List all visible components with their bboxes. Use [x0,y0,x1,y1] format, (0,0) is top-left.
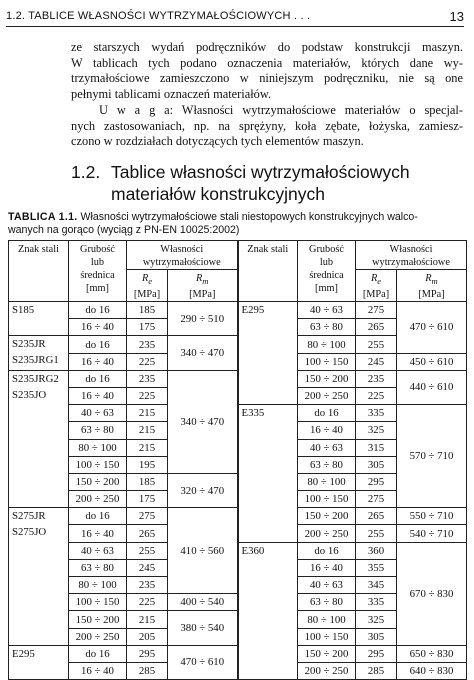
header-znak: Znak stali [9,241,69,302]
cell-rm: 470 ÷ 610 [168,645,238,679]
header-grubosc-line: [mm] [86,283,109,294]
cell-re: 285 [127,662,168,679]
cell-re: 225 [127,387,168,404]
cell-grubosc: do 16 [69,370,127,387]
header-wlasnosci-right [356,241,467,270]
running-header [6,8,464,27]
cell-re: 185 [127,473,168,490]
cell-re-right: 305 [356,628,397,645]
text-line: ze starszych wydań podręczników do podstaw konstrukcji maszyn. [71,40,463,54]
cell-re-right: 325 [356,422,397,439]
cell-re-right: 360 [356,542,397,559]
table-row [9,405,467,422]
cell-re-right: 335 [356,405,397,422]
cell-re: 225 [127,353,168,370]
table-label: TABLICA 1.1. [8,211,78,223]
cell-re: 245 [127,559,168,576]
header-unit: [MPa] [189,289,216,301]
cell-grubosc: 80 ÷ 100 [69,577,127,594]
cell-re: 195 [127,456,168,473]
text-line: trzymałościowe zamieszczono w niniejszym podręczniku, nie są one [71,71,463,86]
cell-grubosc: 200 ÷ 250 [69,628,127,645]
cell-grubosc: do 16 [69,336,127,353]
paragraph-intro [71,40,463,103]
cell-re: 235 [127,336,168,353]
steel-grade: S235JO [12,388,47,401]
cell-znak-right [238,405,298,543]
cell-grubosc-right: 40 ÷ 63 [298,302,356,319]
cell-rm-right: 670 ÷ 830 [397,542,467,645]
text-line: czono w rozdziałach dotyczących tych elementów maszyn. [71,134,364,149]
header-wlasnosci-line: wytrzymałościowe [372,257,450,268]
cell-grubosc: 63 ÷ 80 [69,422,127,439]
cell-re: 175 [127,491,168,508]
cell-rm: 290 ÷ 510 [168,302,238,336]
paragraph-note [71,103,463,150]
cell-rm: 400 ÷ 540 [168,594,238,611]
cell-grubosc-right: 63 ÷ 80 [298,594,356,611]
cell-grubosc: 150 ÷ 200 [69,473,127,490]
cell-grubosc-right: 200 ÷ 250 [298,525,356,542]
cell-grubosc-right: 100 ÷ 150 [298,491,356,508]
cell-re-right: 255 [356,336,397,353]
header-wlasnosci-line: wytrzymałościowe [142,257,221,268]
cell-grubosc-right: 150 ÷ 200 [298,645,356,662]
cell-grubosc-right: 16 ÷ 40 [298,422,356,439]
cell-rm-right: 640 ÷ 830 [397,662,467,679]
header-re [127,270,168,302]
section-title-line-1: Tablice własności wytrzymałościowych [111,162,410,182]
cell-grubosc-right: 200 ÷ 250 [298,662,356,679]
header-rm-symbol: R [196,273,203,284]
cell-re: 235 [127,577,168,594]
cell-re: 215 [127,422,168,439]
cell-rm-right: 550 ÷ 710 [397,508,467,525]
cell-grubosc: do 16 [69,508,127,525]
steel-grade: S275JO [12,526,47,539]
cell-rm-right: 450 ÷ 610 [397,353,467,370]
cell-grubosc-right: 80 ÷ 100 [298,611,356,628]
steel-grade: E360 [241,544,265,557]
table-caption-line-1: Własności wytrzymałościowe stali niestopowych konstrukcyjnych walco- [77,211,418,223]
cell-re-right: 275 [356,491,397,508]
header-znak-right: Znak stali [238,241,298,302]
steel-grade: S185 [12,304,35,317]
cell-rm-right: 540 ÷ 710 [397,525,467,542]
cell-grubosc: 16 ÷ 40 [69,525,127,542]
cell-grubosc-right: 100 ÷ 150 [298,628,356,645]
cell-grubosc: 16 ÷ 40 [69,387,127,404]
steel-grade: S275JR [12,510,46,523]
header-rm-subscript: m [202,276,209,287]
cell-grubosc-right: 40 ÷ 63 [298,577,356,594]
cell-grubosc-right: 100 ÷ 150 [298,353,356,370]
cell-rm: 340 ÷ 470 [168,336,238,370]
cell-re-right: 245 [356,353,397,370]
steel-grade: E335 [241,407,265,420]
cell-re-right: 355 [356,559,397,576]
header-grubosc-line: [mm] [315,283,338,294]
section-number: 1.2. [71,162,101,182]
cell-rm-right: 470 ÷ 610 [397,302,467,354]
cell-grubosc-right: 150 ÷ 200 [298,508,356,525]
header-wlasnosci-line: Własności [389,244,433,255]
cell-grubosc: 40 ÷ 63 [69,542,127,559]
table-row [9,542,467,559]
cell-rm-right: 440 ÷ 610 [397,370,467,404]
cell-znak [9,645,69,679]
cell-grubosc: 100 ÷ 150 [69,594,127,611]
cell-re: 235 [127,370,168,387]
cell-re-right: 265 [356,508,397,525]
cell-re-right: 275 [356,302,397,319]
cell-re: 205 [127,628,168,645]
cell-grubosc-right: 63 ÷ 80 [298,456,356,473]
cell-grubosc: 80 ÷ 100 [69,439,127,456]
table-caption [8,211,468,237]
text-line: U w a g a: Własności wytrzymałościowe materiałów o specjal- [99,103,463,117]
header-re-subscript: e [148,276,153,287]
cell-re: 215 [127,611,168,628]
cell-rm: 320 ÷ 470 [168,473,238,507]
header-grubosc [69,241,127,302]
header-re-subscript: e [377,276,382,287]
header-unit: [MPa] [362,289,390,301]
steel-grade: S235JRG2 [12,372,59,385]
cell-grubosc: 150 ÷ 200 [69,611,127,628]
cell-re: 295 [127,645,168,662]
header-wlasnosci [127,241,238,270]
cell-re: 215 [127,405,168,422]
cell-grubosc-right: 200 ÷ 250 [298,387,356,404]
header-rm-subscript: m [431,276,438,287]
cell-re-right: 265 [356,319,397,336]
cell-rm: 340 ÷ 470 [168,370,238,473]
text-line: nych zastosowaniach, np. na sprężyny, koła zębate, łożyska, zamiesz- [71,118,463,133]
cell-grubosc: 63 ÷ 80 [69,559,127,576]
cell-grubosc: do 16 [69,645,127,662]
header-grubosc-line: średnica [80,270,115,281]
running-title: 1.2. TABLICE WŁASNOŚCI WYTRZYMAŁOŚCIOWYCH . . . [6,10,311,22]
steel-grade: E295 [12,647,35,660]
cell-re: 175 [127,319,168,336]
cell-re: 255 [127,542,168,559]
cell-re-right: 225 [356,387,397,404]
cell-grubosc: 16 ÷ 40 [69,353,127,370]
cell-grubosc: 16 ÷ 40 [69,662,127,679]
header-rm-right [397,270,467,302]
cell-znak [9,336,69,370]
cell-re-right: 335 [356,594,397,611]
cell-re-right: 325 [356,611,397,628]
header-grubosc-line: lub [319,257,334,268]
table-row [9,302,467,319]
header-grubosc-line: Grubość [309,244,344,255]
cell-grubosc: 100 ÷ 150 [69,456,127,473]
cell-re: 265 [127,525,168,542]
header-rm [168,270,238,302]
page-number: 13 [449,9,464,24]
text-line: W tablicach tych podano oznaczenia materiałów, których dane wy- [71,55,463,70]
cell-grubosc-right: 16 ÷ 40 [298,559,356,576]
cell-znak [9,370,69,508]
cell-re-right: 305 [356,456,397,473]
table-header-row [9,241,467,270]
cell-grubosc-right: do 16 [298,542,356,559]
header-re-symbol: R [141,273,149,284]
cell-re-right: 295 [356,645,397,662]
cell-grubosc-right: 63 ÷ 80 [298,319,356,336]
section-heading [71,161,471,205]
table-caption-line-2: wanych na gorąco (wyciąg z PN-EN 10025:2002) [8,224,240,236]
header-grubosc-line: lub [90,257,105,268]
cell-znak-right [238,542,298,680]
cell-rm: 380 ÷ 540 [168,611,238,645]
section-title-line-2: materiałów konstrukcyjnych [111,184,325,204]
header-unit: [MPa] [133,289,161,301]
cell-rm: 410 ÷ 560 [168,508,238,594]
steel-properties-table [8,240,467,680]
cell-re-right: 345 [356,577,397,594]
header-re-symbol: R [370,273,378,284]
header-grubosc-line: Grubość [80,244,115,255]
cell-grubosc: do 16 [69,302,127,319]
cell-re-right: 235 [356,370,397,387]
cell-grubosc-right: do 16 [298,405,356,422]
steel-grade: S235JRG1 [12,354,59,367]
cell-re-right: 315 [356,439,397,456]
cell-znak [9,508,69,646]
header-re-right [356,270,397,302]
cell-grubosc-right: 80 ÷ 100 [298,336,356,353]
cell-grubosc: 200 ÷ 250 [69,491,127,508]
cell-grubosc-right: 80 ÷ 100 [298,473,356,490]
header-wlasnosci-line: Własności [160,244,204,255]
cell-znak [9,302,69,336]
cell-re: 275 [127,508,168,525]
text-line: pełnymi tablicami oznaczeń materiałów. [71,87,272,102]
cell-grubosc-right: 150 ÷ 200 [298,370,356,387]
cell-re: 215 [127,439,168,456]
steel-grade: E295 [241,304,265,317]
cell-grubosc: 16 ÷ 40 [69,319,127,336]
header-grubosc-line: średnica [309,270,344,281]
cell-grubosc: 40 ÷ 63 [69,405,127,422]
cell-rm-right: 570 ÷ 710 [397,405,467,508]
steel-grade: S235JR [12,338,46,351]
cell-re-right: 295 [356,473,397,490]
cell-re-right: 255 [356,525,397,542]
header-grubosc-right [298,241,356,302]
header-rm-symbol: R [425,273,432,284]
cell-znak-right [238,302,298,405]
cell-re-right: 285 [356,662,397,679]
cell-rm-right: 650 ÷ 830 [397,645,467,662]
cell-re: 185 [127,302,168,319]
cell-grubosc-right: 40 ÷ 63 [298,439,356,456]
cell-re: 225 [127,594,168,611]
header-unit: [MPa] [418,289,445,301]
